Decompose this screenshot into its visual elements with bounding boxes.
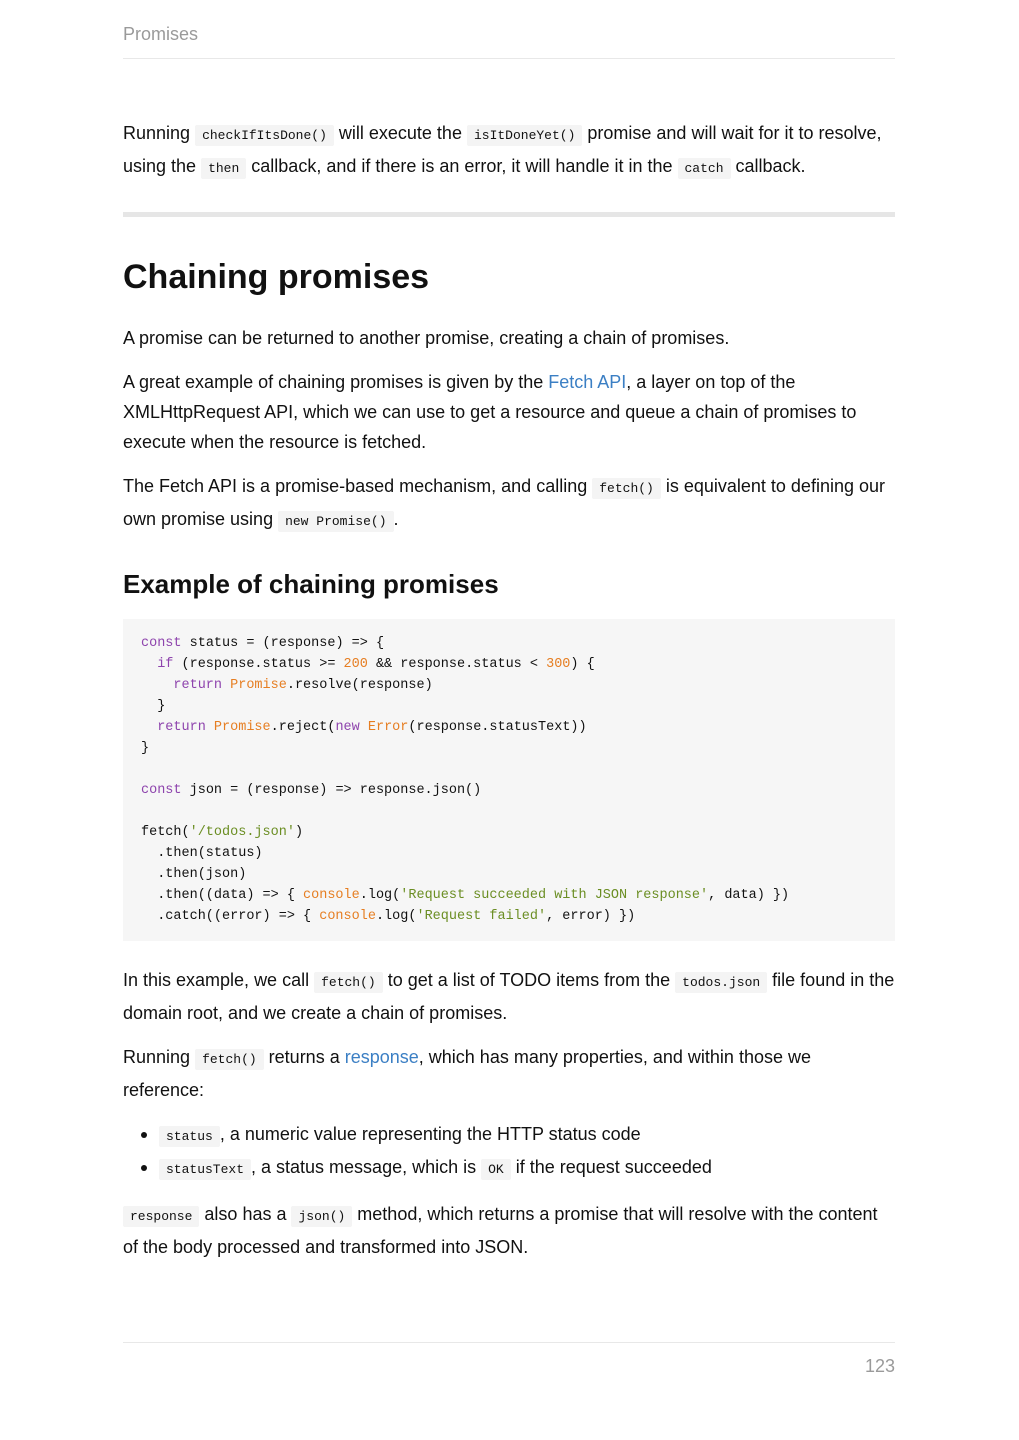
- header-divider: [123, 58, 895, 59]
- code-line: const json = (response) => response.json(): [141, 783, 482, 798]
- inline-code: fetch(): [592, 478, 661, 499]
- code-line: if (response.status >= 200 && response.status < 300) {: [157, 657, 595, 672]
- inline-code: then: [201, 158, 246, 179]
- code-line: return Promise.resolve(response): [173, 678, 433, 693]
- code-line: }: [141, 699, 166, 714]
- fetch-api-link[interactable]: Fetch API: [548, 372, 627, 392]
- code-blank-line: [141, 801, 877, 822]
- response-link[interactable]: response: [344, 1047, 419, 1067]
- paragraph-fetch-promise: The Fetch API is a promise-based mechanism, and calling fetch() is equivalent to defining our own promise using new Promise() .: [123, 471, 895, 537]
- paragraph-fetch-api: A great example of chaining promises is given by the Fetch API, a layer on top of the XMLHttpRequest API, which we can use to get a resource and queue a chain of promises to execute when the resource is fetched.: [123, 372, 857, 452]
- intro-paragraph: Running checkIfItsDone() will execute the isItDoneYet() promise and will wait for it to resolve, using the then callback, and if there is an error, it will handle it in the catch callback.: [123, 118, 895, 184]
- inline-code: catch: [678, 158, 731, 179]
- inline-code: fetch(): [314, 972, 383, 993]
- inline-code: checkIfItsDone(): [195, 125, 334, 146]
- paragraph-response: Running fetch() returns a response, which has many properties, and within those we reference:: [123, 1047, 811, 1100]
- inline-code: fetch(): [195, 1049, 264, 1070]
- inline-code: isItDoneYet(): [467, 125, 582, 146]
- property-list: [123, 1119, 895, 1185]
- code-block: [123, 619, 895, 941]
- inline-code: OK: [481, 1159, 511, 1180]
- section-heading: Chaining promises: [123, 258, 430, 296]
- running-header-title: Promises: [123, 24, 199, 44]
- inline-code: new Promise(): [278, 511, 393, 532]
- inline-code: todos.json: [675, 972, 767, 993]
- section-divider: [123, 212, 895, 217]
- paragraph-chain-intro: A promise can be returned to another promise, creating a chain of promises.: [123, 328, 730, 348]
- page-content: [123, 118, 895, 1276]
- inline-code: statusText: [159, 1159, 251, 1180]
- list-item: statusText , a status message, which is OK if the request succeeded: [141, 1152, 895, 1185]
- code-line: const status = (response) => {: [141, 636, 385, 651]
- code-line: .then(status): [141, 846, 263, 861]
- code-line: fetch('/todos.json'): [141, 825, 304, 840]
- page-number: 123: [864, 1356, 895, 1376]
- inline-code: json(): [291, 1206, 352, 1227]
- code-line: .then((data) => { console.log('Request succeeded with JSON response', data) }): [141, 888, 790, 903]
- code-blank-line: [141, 759, 877, 780]
- inline-code: response: [123, 1206, 199, 1227]
- code-line: .catch((error) => { console.log('Request failed', error) }): [141, 909, 636, 924]
- footer-divider: [123, 1342, 895, 1343]
- subsection-heading: Example of chaining promises: [123, 569, 499, 599]
- code-line: return Promise.reject(new Error(response.statusText)): [157, 720, 587, 735]
- inline-code: status: [159, 1126, 220, 1147]
- paragraph-json-method: response also has a json() method, which returns a promise that will resolve with the content of the body processed and transformed into JSON.: [123, 1204, 878, 1257]
- list-item: status , a numeric value representing the HTTP status code: [141, 1119, 895, 1152]
- code-line: }: [141, 741, 150, 756]
- code-line: .then(json): [141, 867, 247, 882]
- paragraph-example-explanation: In this example, we call fetch() to get a list of TODO items from the todos.json file found in the domain root, and we create a chain of promises.: [123, 970, 895, 1023]
